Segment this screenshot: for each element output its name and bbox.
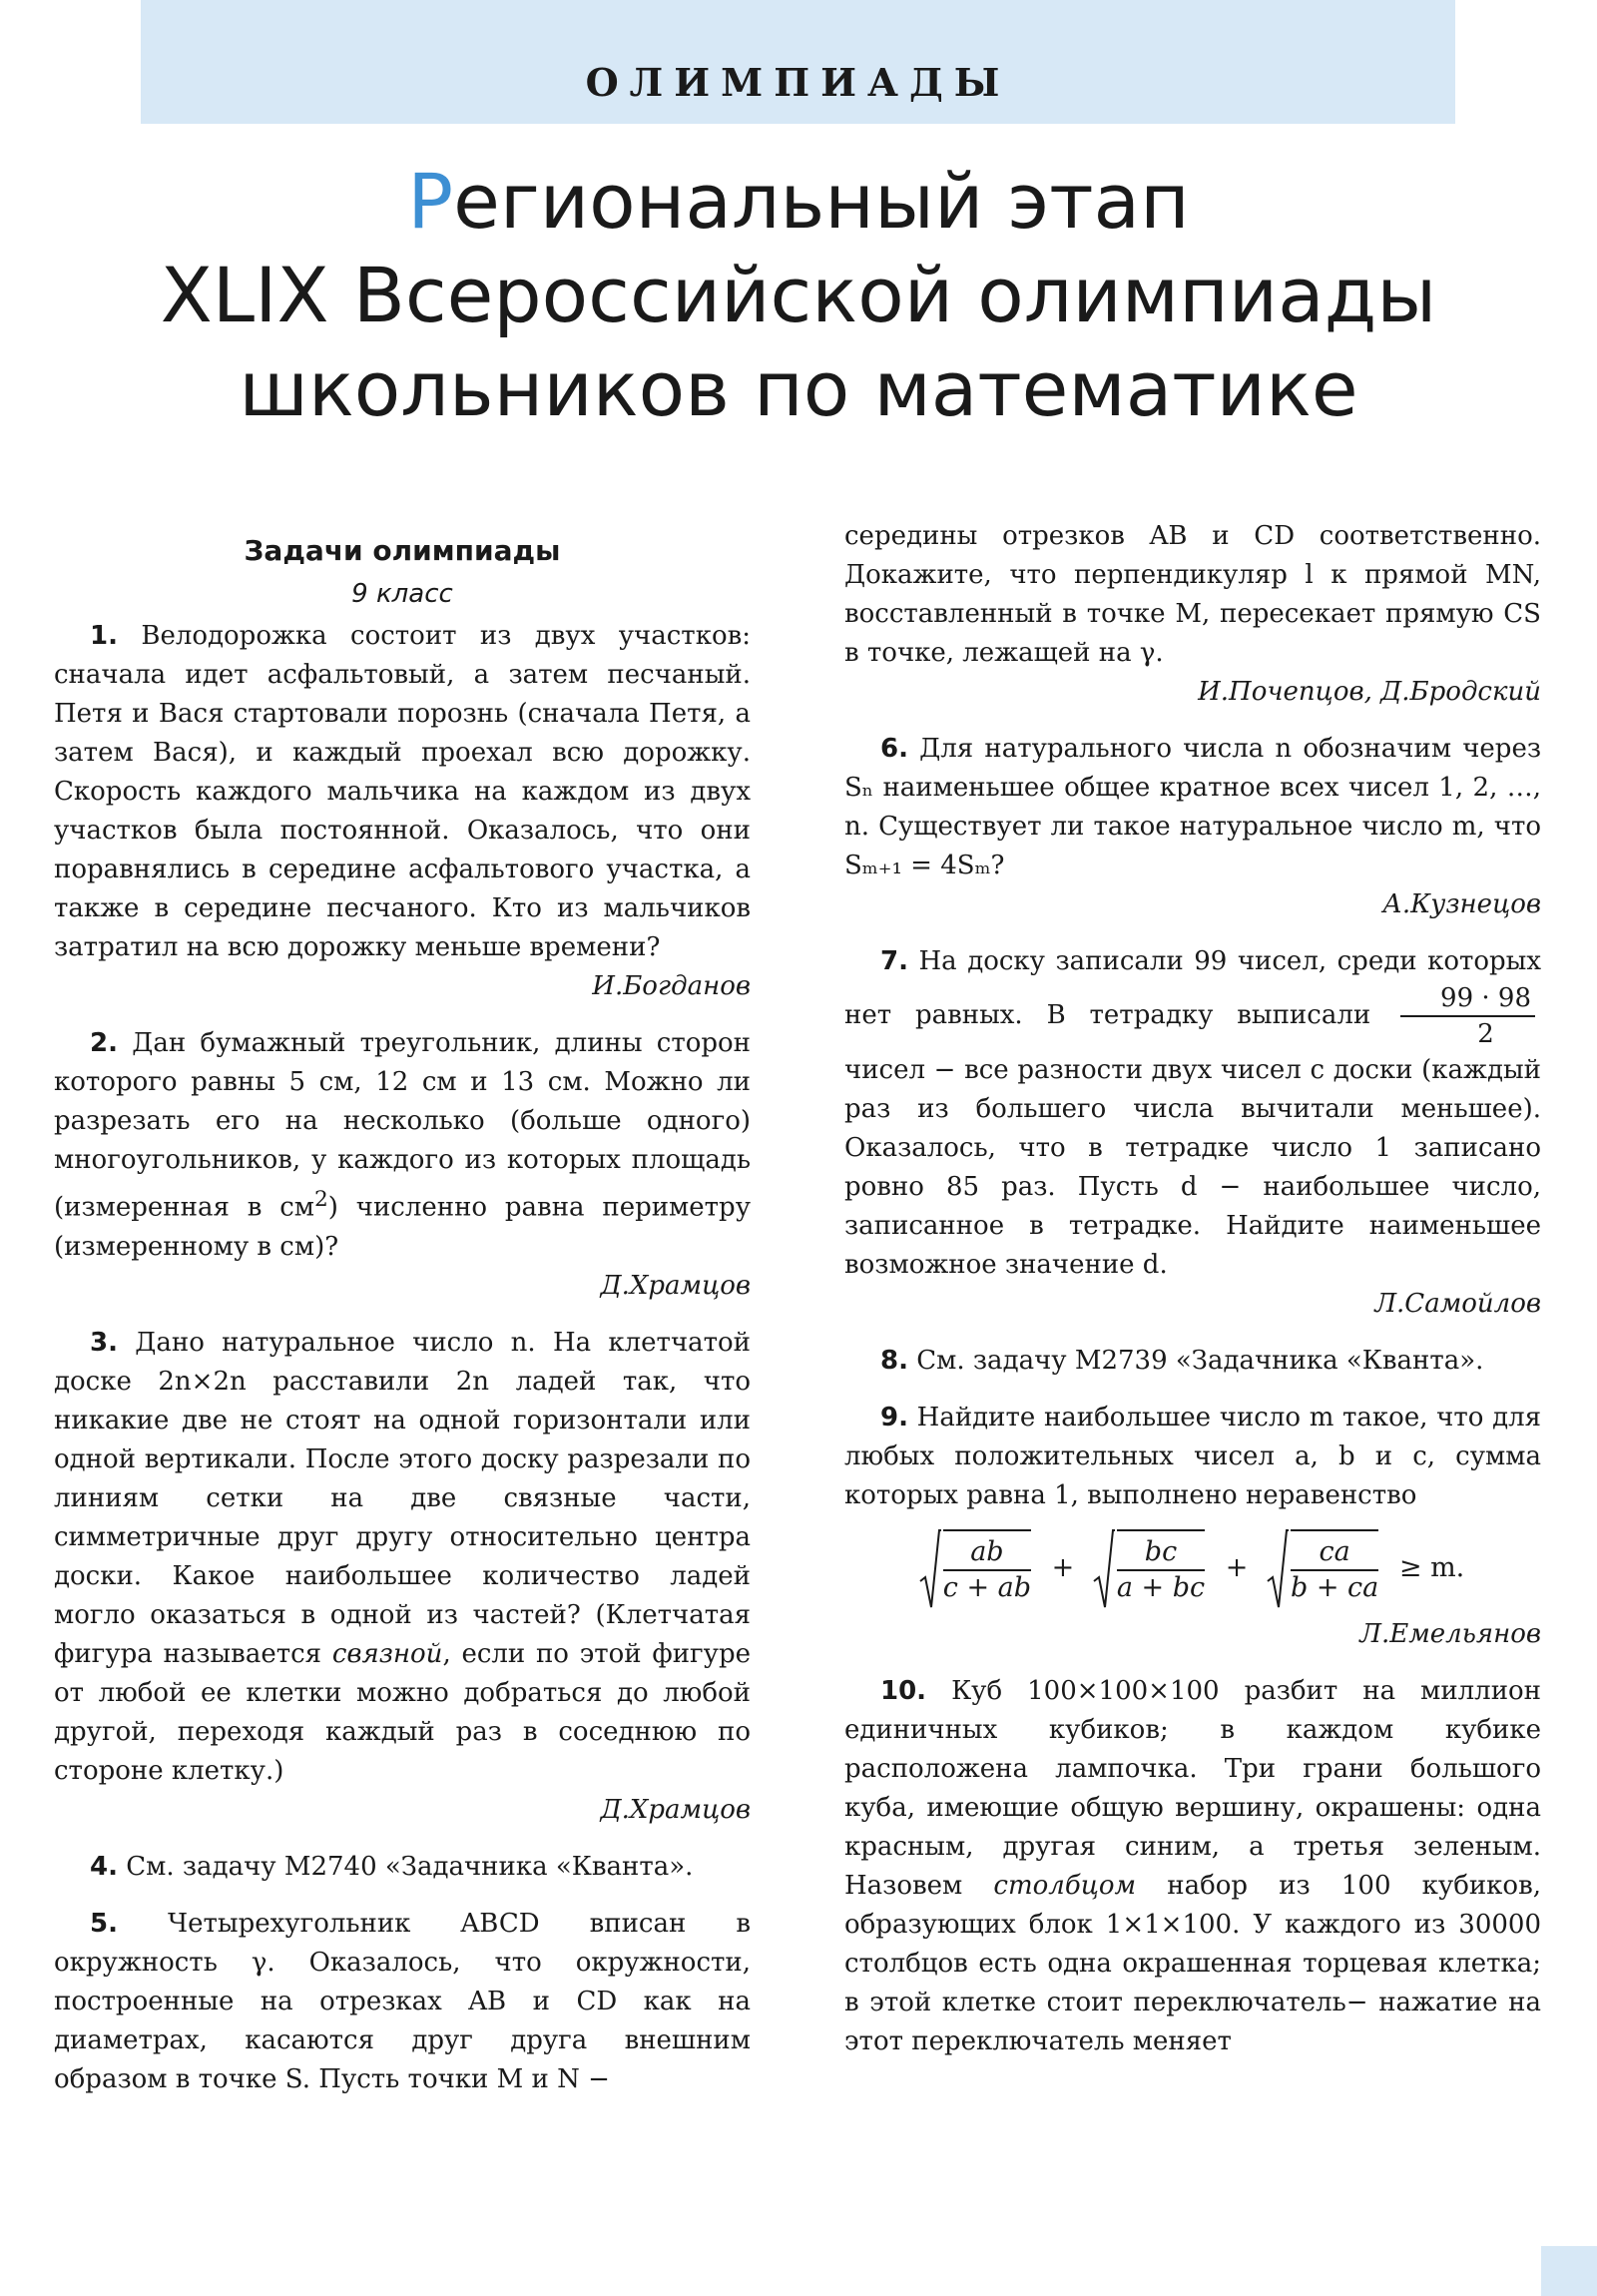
problem-author: Д.Храмцов — [600, 1794, 751, 1825]
problem-author: Д.Храмцов — [600, 1270, 751, 1301]
problem-text: См. задачу М2739 «Задачника «Кванта». — [916, 1346, 1484, 1376]
problem-4 — [54, 1848, 751, 1887]
problem-number: 5. — [90, 1908, 118, 1939]
section-banner — [141, 0, 1455, 124]
radical-sign-icon — [1093, 1529, 1115, 1609]
fraction-numerator: bc — [1117, 1535, 1205, 1571]
problem-author: И.Богданов — [592, 971, 751, 1001]
fraction-numerator: ab — [943, 1535, 1031, 1571]
problem-9 — [844, 1399, 1541, 1515]
radical-sign-icon — [1267, 1529, 1289, 1609]
problem-text: Куб 100×100×100 разбит на миллион единичных кубиков; в каждом кубике расположена лампочка. Три грани большого куба, имеющие общую вершину, окрашены: одна красным, другая синим, а третья зеленым. Назовем — [844, 1676, 1541, 1901]
problem-number: 6. — [880, 734, 908, 764]
problem-text: Велодорожка состоит из двух участков: сначала идет асфальтовый, а затем песчаный. Петя и Вася стартовали порознь (сначала Петя, а затем Вася), и каждый проехал всю дорожку. Скорость каждого мальчика на каждом из двух участков была постоянной. Оказалось, что они поравнялись в середине асфальтового участка, а также в середине песчаного. Кто из мальчиков затратил на всю дорожку меньше времени? — [54, 621, 751, 962]
square-root — [919, 1529, 1033, 1605]
problem-text: набор из 100 кубиков, образующих блок 1×1×100. У каждого из 30000 столбцов есть одна окрашенная торцевая клетка; в этой клетке стоит переключатель− нажатие на этот переключатель меняет — [844, 1871, 1541, 2056]
fraction-denominator: b + ca — [1290, 1572, 1379, 1603]
grade-label: 9 класс — [351, 579, 453, 609]
title-initial-letter: Р — [407, 157, 454, 246]
fraction-numerator: 99 · 98 — [1400, 981, 1535, 1017]
problem-number: 3. — [90, 1327, 118, 1358]
right-column — [844, 517, 1541, 2061]
problem-1 — [54, 617, 751, 967]
italic-term: столбцом — [993, 1871, 1137, 1901]
problem-text: На доску записали 99 чисел, среди которых нет равных. В тетрадку выписали — [844, 946, 1542, 1030]
title-line-1 — [100, 155, 1497, 249]
problem-7 — [844, 942, 1541, 1285]
square-root — [1093, 1529, 1207, 1605]
problem-text: Найдите наибольшее число m такое, что для любых положительных чисел a, b и c, сумма которых равна 1, выполнено неравенство — [844, 1403, 1542, 1510]
problem-number: 1. — [90, 621, 118, 651]
fraction-denominator: a + bc — [1116, 1572, 1206, 1603]
problem-text: Четырехугольник ABCD вписан в окружность γ. Оказалось, что окружности, построенные на отрезках AB и CD как на диаметрах, касаются друг друга внешним образом в точке S. Пусть точки M и N − — [54, 1908, 751, 2094]
fraction-denominator: c + ab — [942, 1572, 1032, 1603]
problem-2 — [54, 1024, 751, 1267]
section-heading: Задачи олимпиады — [244, 534, 561, 567]
problem-10 — [844, 1672, 1541, 2061]
page-corner-strip — [1541, 2246, 1597, 2296]
inequality-tail: ≥ m. — [1398, 1551, 1465, 1583]
fraction — [1291, 1529, 1378, 1605]
problem-number: 2. — [90, 1028, 118, 1058]
fraction — [943, 1529, 1031, 1605]
title-line-2: XLIX Всероссийской олимпиады — [160, 251, 1437, 339]
problem-text: , если по этой фигуре от любой ее клетки можно добраться до любой другой, переходя каждый раз в соседнюю по стороне клетку.) — [54, 1638, 751, 1786]
italic-term: связной — [331, 1638, 443, 1669]
fraction — [1400, 981, 1535, 1051]
fraction-denominator: 2 — [1477, 1019, 1494, 1049]
problem-text: чисел − все разности двух чисел с доски (каждый раз из большего числа вычитали меньшее). Оказалось, что в тетрадке число 1 записано ровно 85 раз. Пусть d − наибольшее число, записанное в тетрадке. Найдите наименьшее возможное значение d. — [844, 1055, 1541, 1280]
plus-sign: + — [1051, 1551, 1075, 1583]
plus-sign: + — [1225, 1551, 1249, 1583]
problem-5-continuation: середины отрезков AB и CD соответственно. Докажите, что перпендикуляр l к прямой MN, восставленный в точке M, пересекает прямую CS в точке, лежащей на γ. — [844, 521, 1541, 668]
square-root — [1267, 1529, 1380, 1605]
problem-number: 4. — [90, 1851, 118, 1882]
inequality-formula — [844, 1529, 1541, 1605]
article-title — [100, 155, 1497, 436]
problem-text: Дано натуральное число n. На клетчатой доске 2n×2n расставили 2n ладей так, что никакие две не стоят на одной горизонтали или одной вертикали. После этого доску разрезали по линиям сетки на две связные части, симметричные друг другу относительно центра доски. Какое наибольшее количество ладей могло оказаться в одной из частей? (Клетчатая фигура называется — [54, 1327, 751, 1669]
problem-number: 10. — [880, 1676, 927, 1706]
left-column — [54, 519, 751, 2099]
problem-text: Для натурального числа n обозначим через Sₙ наименьшее общее кратное всех чисел 1, 2, …, n. Существует ли такое натуральное число m, что Sₘ₊₁ = 4Sₘ? — [844, 734, 1542, 880]
problem-number: 8. — [880, 1346, 908, 1376]
title-line-3: школьников по математике — [239, 344, 1358, 433]
problem-text: ) численно равна периметру (измеренному в см)? — [54, 1192, 751, 1262]
fraction-numerator: ca — [1291, 1535, 1378, 1571]
problem-author: И.Почепцов, Д.Бродский — [1198, 677, 1541, 707]
radical-sign-icon — [919, 1529, 941, 1609]
problem-author: Л.Самойлов — [1374, 1289, 1541, 1319]
section-label: ОЛИМПИАДЫ — [585, 60, 1011, 105]
superscript: 2 — [313, 1187, 328, 1212]
problem-author: А.Кузнецов — [1382, 889, 1541, 919]
problem-8 — [844, 1342, 1541, 1381]
problem-text: См. задачу М2740 «Задачника «Кванта». — [126, 1851, 694, 1882]
problem-6 — [844, 730, 1541, 885]
problem-number: 7. — [880, 946, 908, 976]
problem-author: Л.Емельянов — [1359, 1619, 1541, 1649]
title-line-1-rest: егиональный этап — [453, 157, 1190, 246]
problem-text: Дан бумажный треугольник, длины сторон которого равны 5 см, 12 см и 13 см. Можно ли разрезать его на несколько (больше одного) многоугольников, у каждого из которых площадь (измеренная в см — [54, 1028, 752, 1223]
fraction — [1117, 1529, 1205, 1605]
problem-5 — [54, 1905, 751, 2099]
problem-3 — [54, 1324, 751, 1791]
problem-number: 9. — [880, 1403, 908, 1433]
